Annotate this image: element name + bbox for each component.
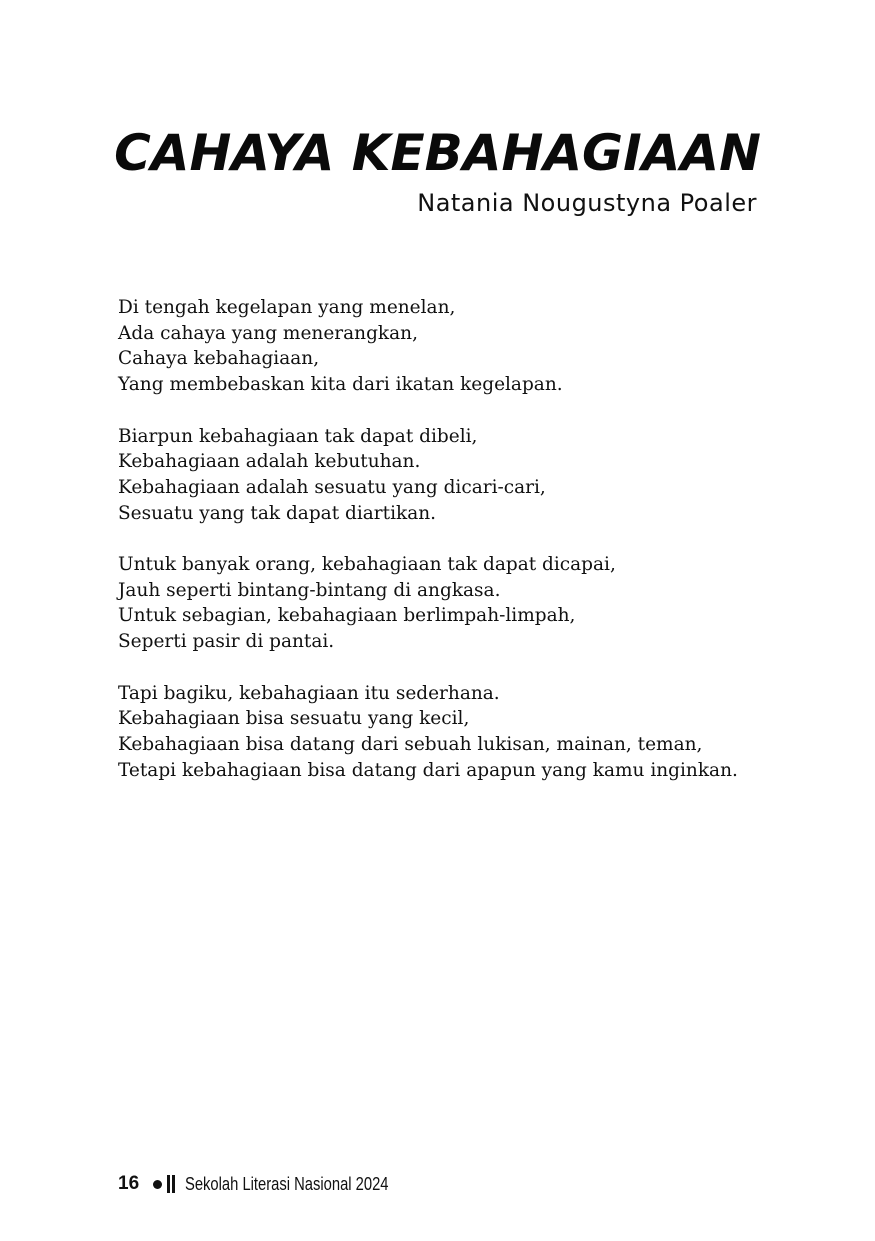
poem-line: Kebahagiaan bisa datang dari sebuah lukisan, mainan, teman,: [118, 733, 703, 755]
footer-separator-icon: [153, 1175, 175, 1193]
poem-line: Untuk sebagian, kebahagiaan berlimpah-limpah,: [118, 605, 576, 627]
poem-line: Biarpun kebahagiaan tak dapat dibeli,: [118, 425, 478, 447]
poem-line: Kebahagiaan adalah sesuatu yang dicari-cari,: [118, 476, 546, 498]
poem-line: Di tengah kegelapan yang menelan,: [118, 297, 456, 318]
stanza-4: [118, 681, 818, 784]
poem-line: Yang membebaskan kita dari ikatan kegelapan.: [118, 374, 563, 396]
poem-body: [118, 295, 818, 809]
poem-line: Seperti pasir di pantai.: [118, 631, 335, 653]
poem-line: Cahaya kebahagiaan,: [118, 348, 320, 370]
poem-line: Tetapi kebahagiaan bisa datang dari apapun yang kamu inginkan.: [118, 759, 738, 781]
poem-line: Kebahagiaan bisa sesuatu yang kecil,: [118, 708, 470, 730]
poem-line: Kebahagiaan adalah kebutuhan.: [118, 451, 421, 473]
stanza-2: [118, 424, 818, 527]
page-number: 16: [118, 1173, 140, 1194]
poem-line: Jauh seperti bintang-bintang di angkasa.: [118, 579, 501, 601]
stanza-3: [118, 552, 818, 655]
poem-line: Untuk banyak orang, kebahagiaan tak dapat dicapai,: [118, 554, 616, 575]
publication-name: Sekolah Literasi Nasional 2024: [185, 1173, 389, 1194]
page-footer: [118, 1170, 433, 1198]
poem-line: Tapi bagiku, kebahagiaan itu sederhana.: [118, 682, 500, 704]
poem-line: Sesuatu yang tak dapat diartikan.: [118, 502, 437, 524]
stanza-1: [118, 295, 818, 398]
poem-author: Natania Nougustyna Poaler: [417, 189, 757, 217]
poem-line: Ada cahaya yang menerangkan,: [118, 322, 418, 344]
poem-title: CAHAYA KEBAHAGIAAN: [114, 124, 761, 182]
